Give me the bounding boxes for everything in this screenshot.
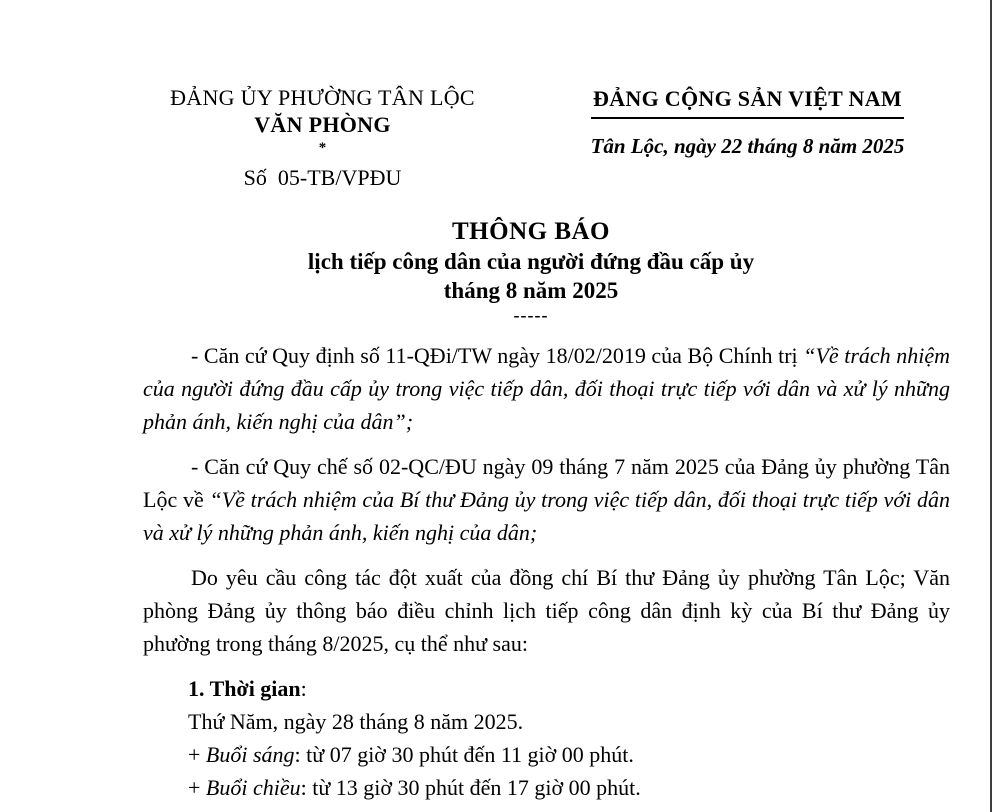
paragraph-quote: “Về trách nhiệm của Bí thư Đảng ủy trong việc tiếp dân, đối thoại trực tiếp với dân và xử lý những phản ánh, kiến nghị của dân;	[143, 487, 951, 545]
paragraph-announcement: Do yêu cầu công tác đột xuất của đồng chí Bí thư Đảng ủy phường Tân Lộc; Văn phòng Đảng ủy thông báo điều chỉnh lịch tiếp công dân định kỳ của Bí thư Đảng ủy phường trong tháng 8/2025, cụ thể như sau:	[143, 565, 950, 656]
document-title-block	[96, 216, 966, 325]
national-slogan: ĐẢNG CỘNG SẢN VIỆT NAM	[591, 84, 904, 119]
document-subtitle-month: tháng 8 năm 2025	[443, 278, 619, 303]
document-subtitle: lịch tiếp công dân của người đứng đầu cấp ủy	[307, 249, 755, 274]
schedule-section	[143, 672, 950, 804]
morning-hours: : từ 07 giờ 30 phút đến 11 giờ 00 phút.	[294, 742, 634, 767]
schedule-date: Thứ Năm, ngày 28 tháng 8 năm 2025.	[188, 709, 524, 734]
paragraph-legal-basis-1	[143, 339, 950, 438]
star-separator: *	[318, 140, 327, 156]
place-date-line: Tân Lộc, ngày 22 tháng 8 năm 2025	[590, 134, 905, 158]
schedule-heading-label: 1. Thời gian	[188, 676, 301, 701]
bullet-plus: +	[188, 775, 206, 800]
paragraph-legal-basis-2	[143, 450, 950, 549]
title-separator: -----	[513, 305, 549, 325]
schedule-afternoon	[143, 771, 950, 804]
schedule-heading-colon: :	[300, 676, 307, 701]
office-name: VĂN PHÒNG	[254, 112, 391, 137]
afternoon-label: Buổi chiều	[205, 775, 301, 800]
afternoon-hours: : từ 13 giờ 30 phút đến 17 giờ 00 phút.	[300, 775, 641, 800]
document-body	[143, 339, 950, 804]
paragraph-lead: - Căn cứ Quy chế số 02-QC/ĐU ngày 09 tháng 7 năm 2025 của Đảng ủy phường Tân Lộc về	[143, 454, 950, 512]
document-title: THÔNG BÁO	[452, 218, 610, 245]
national-header-block	[570, 84, 925, 159]
org-name: ĐẢNG ỦY PHƯỜNG TÂN LỘC	[170, 85, 475, 110]
bullet-plus: +	[188, 742, 206, 767]
schedule-morning	[143, 738, 950, 771]
issuing-authority-block	[155, 84, 490, 191]
schedule-heading	[143, 672, 950, 705]
paragraph-lead: - Căn cứ Quy định số 11-QĐi/TW ngày 18/02/2019 của Bộ Chính trị	[191, 343, 804, 368]
morning-label: Buổi sáng	[205, 742, 295, 767]
document-number: Số 05-TB/VPĐU	[243, 165, 402, 190]
paragraph-quote: “Về trách nhiệm của người đứng đầu cấp ủy trong việc tiếp dân, đối thoại trực tiếp với dân và xử lý những phản ánh, kiến nghị của dân”;	[143, 343, 950, 434]
